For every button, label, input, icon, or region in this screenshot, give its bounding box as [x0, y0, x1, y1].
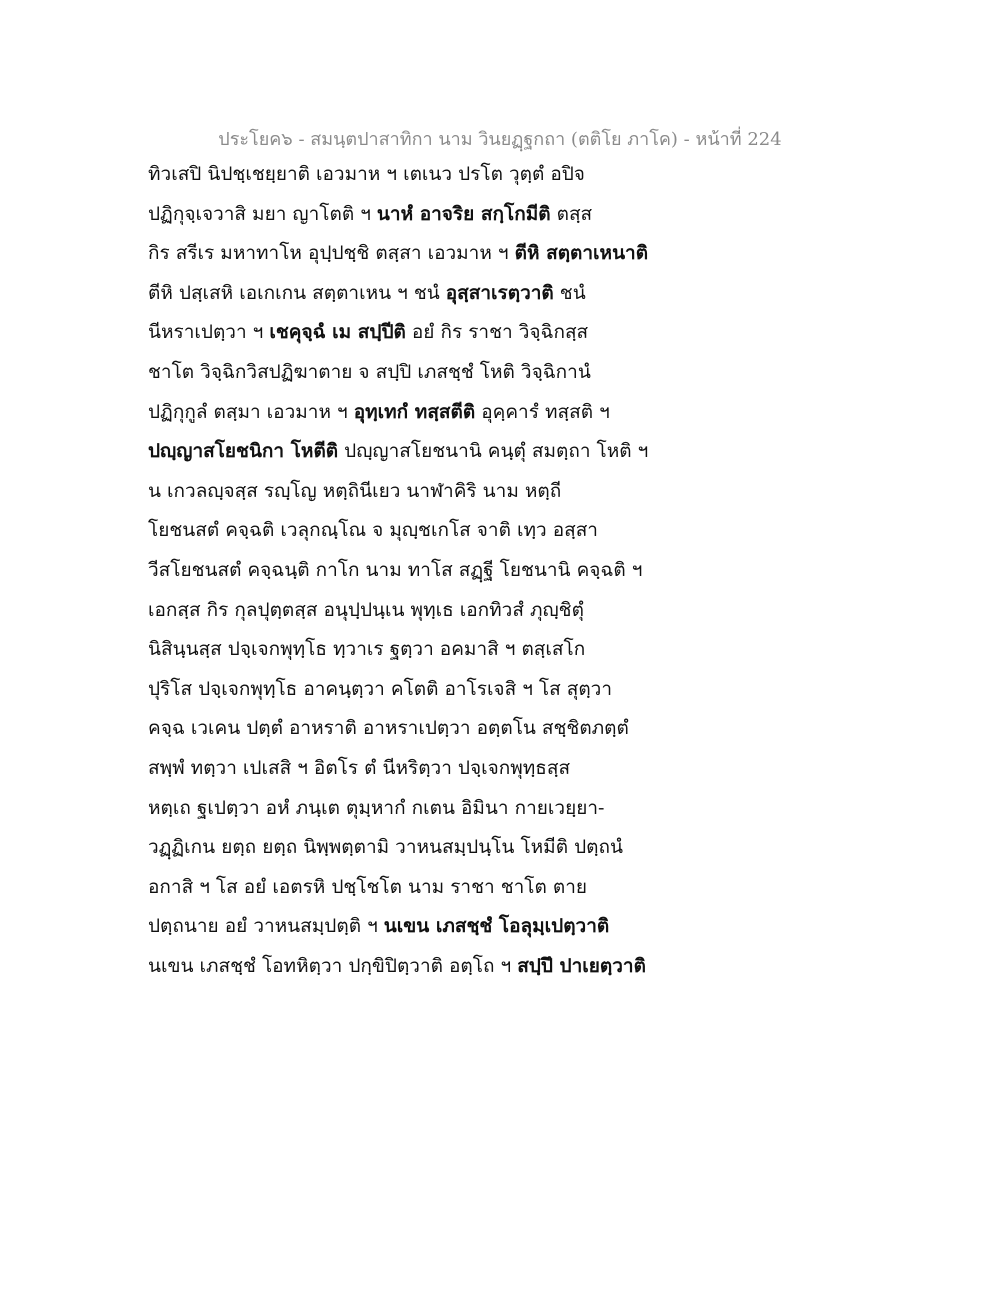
text-line: [148, 274, 708, 314]
document-body: [148, 155, 708, 986]
text-run: ปุริโส ปจฺเจกพุทฺโธ อาคนฺตฺวา คโตติ อาโรเจสิ ฯ โส สุตฺวา: [148, 677, 613, 700]
text-line: [148, 195, 708, 235]
bold-term: นเขน เภสชฺชํ โอลุมฺเปตฺวาติ: [383, 915, 610, 938]
text-line: [148, 828, 708, 868]
text-run: วฏฺฏิเกน ยตฺถ ยตฺถ นิพฺพตฺตามิ วาหนสมฺปนฺโน โหมีติ ปตฺถนํ: [148, 836, 623, 859]
text-line: [148, 353, 708, 393]
text-line: [148, 472, 708, 512]
text-line: [148, 868, 708, 908]
text-line: [148, 591, 708, 631]
text-run: น เกวลญฺจสฺส รญฺโญ หตฺถินีเยว นาฬาคิริ นาม หตฺถี: [148, 479, 562, 502]
text-run: ปฏิกุจฺเจวาสิ มยา ญาโตติ ฯ: [148, 202, 377, 225]
text-run: ชนํ: [553, 281, 586, 304]
text-line: [148, 234, 708, 274]
bold-term: นาหํ อาจริย สกฺโกมีติ: [376, 202, 551, 225]
text-line: [148, 630, 708, 670]
text-run: อุคฺคารํ ทสฺสติ ฯ: [475, 400, 610, 423]
text-run: อกาสิ ฯ โส อยํ เอตรหิ ปชฺโชโต นาม ราชา ชาโต ตาย: [148, 875, 587, 898]
text-run: สพฺพํ ทตฺวา เปเสสิ ฯ อิตโร ตํ นีหริตฺวา ปจฺเจกพุทฺธสฺส: [148, 756, 571, 779]
bold-term: สปฺปึ ปาเยตฺวาติ: [517, 954, 646, 977]
text-run: ปตฺถนาย อยํ วาหนสมฺปตฺติ ฯ: [148, 915, 384, 938]
text-run: หตฺเถ ฐเปตฺวา อหํ ภนฺเต ตุมฺหากํ กเตน อิมินา กายเวยฺยา-: [148, 796, 605, 819]
text-line: [148, 551, 708, 591]
text-run: นเขน เภสชฺชํ โอทหิตฺวา ปกฺขิปิตฺวาติ อตฺโถ ฯ: [148, 954, 518, 977]
text-run: กิร สรีเร มหาทาโห อุปฺปชฺชิ ตสฺสา เอวมาห ฯ: [148, 242, 515, 265]
text-line: [148, 670, 708, 710]
bold-term: อุทฺเทกํ ทสฺสตีติ: [353, 400, 476, 423]
text-run: คจฺฉ เวเคน ปตฺตํ อาหราติ อาหราเปตฺวา อตฺตโน สชฺชิตภตฺตํ: [148, 717, 629, 740]
bold-term: ปญฺญาสโยชนิกา โหตีติ: [148, 440, 339, 463]
text-run: เอกสฺส กิร กุลปุตฺตสฺส อนุปฺปนฺเน พุทฺเธ เอกทิวสํ ภุญฺชิตุํ: [148, 598, 584, 621]
page-header-text: ประโยค๖ - สมนฺตปาสาทิกา นาม วินยฏฺฐกถา (ตติโย ภาโค) - หน้าที่ 224: [218, 129, 782, 150]
text-line: [148, 907, 708, 947]
text-line: [148, 749, 708, 789]
text-run: นีหราเปตฺวา ฯ: [148, 321, 270, 344]
text-line: [148, 947, 708, 987]
text-run: โยชนสตํ คจฺฉติ เวลุกณฺโณ จ มุญฺชเกโส จาติ เทฺว อสฺสา: [148, 519, 598, 542]
text-run: ปฏิกุกูลํ ตสฺมา เอวมาห ฯ: [148, 400, 354, 423]
text-line: [148, 511, 708, 551]
bold-term: อุสฺสาเรตฺวาติ: [445, 281, 554, 304]
text-line: [148, 313, 708, 353]
text-line: [148, 393, 708, 433]
text-run: ทิวเสปิ นิปชฺเชยฺยาติ เอวมาห ฯ เตเนว ปรโต วุตฺตํ อปิจ: [148, 163, 585, 185]
bold-term: เชคุจฺฉํ เม สปฺปีติ: [269, 321, 406, 344]
text-run: ตสฺส: [550, 202, 593, 225]
text-run: ปญฺญาสโยชนานิ คนฺตุํ สมตฺถา โหติ ฯ: [338, 440, 649, 463]
text-run: นิสินฺนสฺส ปจฺเจกพุทฺโธ ทฺวาเร ฐตฺวา อคมาสิ ฯ ตสฺเสโก: [148, 638, 586, 661]
text-run: วีสโยชนสตํ คจฺฉนฺติ กาโก นาม ทาโส สฏฺฐี โยชนานิ คจฺฉติ ฯ: [148, 558, 643, 581]
bold-term: ตีหิ สตฺตาเหนาติ: [514, 242, 649, 265]
text-line: [148, 432, 708, 472]
text-run: ชาโต วิจฺฉิกวิสปฏิฆาตาย จ สปฺปิ เภสชฺชํ โหติ วิจฺฉิกานํ: [148, 360, 591, 383]
page-header: [0, 124, 1000, 153]
text-line: [148, 155, 708, 195]
text-line: [148, 709, 708, 749]
text-run: ตีหิ ปสฺเสหิ เอเกเกน สตฺตาเหน ฯ ชนํ: [148, 281, 446, 304]
text-run: อยํ กิร ราชา วิจฺฉิกสฺส: [405, 321, 589, 344]
text-line: [148, 789, 708, 829]
